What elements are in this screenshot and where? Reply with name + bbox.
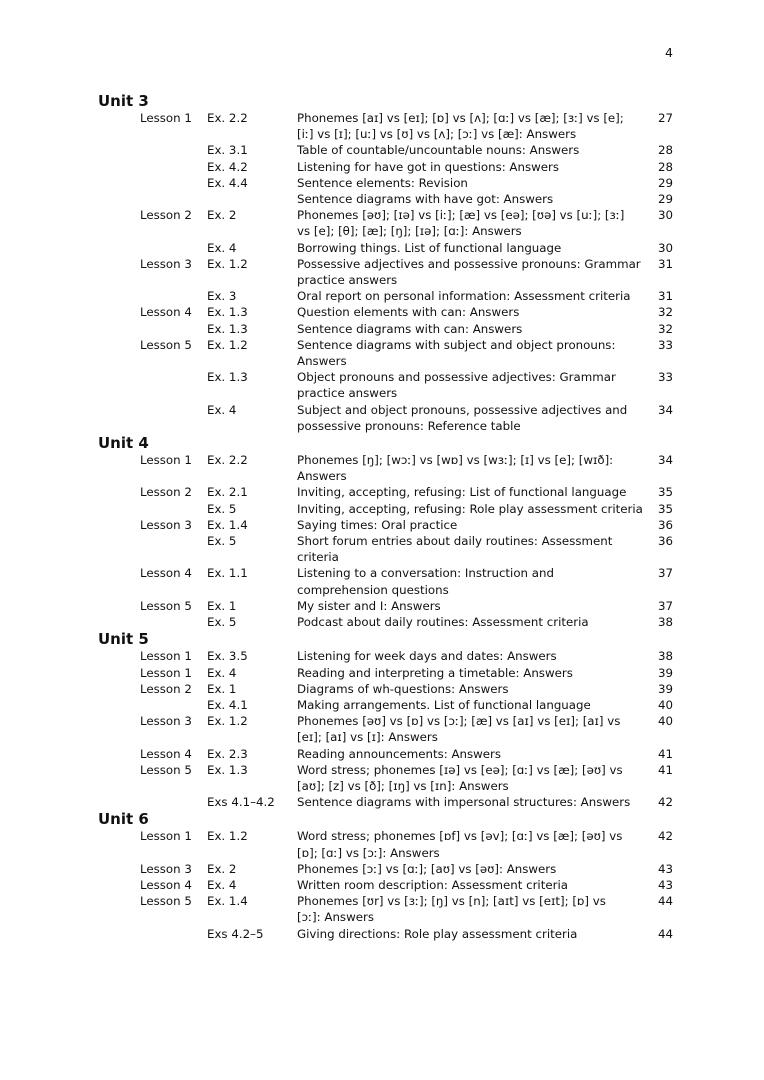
page-reference: 41 [657,762,673,777]
entry-description [297,256,647,288]
page-reference: 33 [657,370,673,385]
page-reference: 35 [657,485,673,500]
exercise-label: Ex. 2.1 [207,485,248,500]
page-reference: 29 [657,175,673,190]
toc-row [98,256,673,288]
exercise-label: Ex. 4.4 [207,175,248,190]
exercise-label: Ex. 1.2 [207,256,248,271]
exercise-label: Ex. 2 [207,208,237,223]
toc-row [98,861,673,877]
page-reference: 42 [657,829,673,844]
entry-description [297,402,647,434]
lesson-label [98,402,207,434]
lesson-label [98,697,207,713]
description-line: Short forum entries about daily routines: Assessment [297,534,613,549]
description-line: Phonemes [aɪ] vs [eɪ]; [ɒ] vs [ʌ]; [ɑː] vs [æ]; [ɜː] vs [e]; [297,111,624,125]
page-reference: 44 [657,894,673,909]
lesson-label: Lesson 5 [140,894,192,909]
description-line: Listening to a conversation: Instruction and [297,566,554,581]
description-line: [eɪ]; [aɪ] vs [ɪ]: Answers [297,730,438,745]
entry-description [297,762,647,794]
page-reference: 34 [657,402,673,417]
description-line: Question elements with can: Answers [297,305,520,320]
entry-description [297,159,647,175]
entry-description [297,191,647,207]
toc-row [98,191,673,207]
entry-description [297,598,647,614]
description-line: Diagrams of wh-questions: Answers [297,681,509,696]
description-line: Object pronouns and possessive adjectives: Grammar [297,370,616,385]
exercise-label: Ex. 2 [207,861,237,876]
description-line: Inviting, accepting, refusing: List of functional language [297,485,627,500]
description-line: Inviting, accepting, refusing: Role play assessment criteria [297,501,643,516]
lesson-label: Lesson 1 [140,111,192,125]
description-line: practice answers [297,386,398,401]
toc-row [98,402,673,434]
lesson-label: Lesson 4 [140,746,192,761]
page-reference: 28 [657,143,673,158]
exercise-label: Ex. 3.5 [207,649,248,664]
lesson-label [98,142,207,158]
page-reference: 39 [657,665,673,680]
entry-description [297,207,647,239]
description-line: Sentence diagrams with can: Answers [297,321,523,336]
description-line: Answers [297,469,347,484]
entry-description [297,565,647,597]
lesson-label [98,533,207,565]
unit-heading: Unit 5 [98,630,149,649]
page-reference: 30 [657,208,673,223]
toc-row [98,598,673,614]
page-reference: 35 [657,501,673,516]
toc-row [98,369,673,401]
toc-row [98,762,673,794]
exercise-label: Ex. 1.2 [207,714,248,729]
page-reference: 33 [657,337,673,352]
exercise-label: Ex. 1.4 [207,894,248,909]
lesson-label [98,288,207,304]
entry-description [297,648,647,664]
entry-description [297,369,647,401]
description-line: Sentence diagrams with impersonal structures: Answers [297,795,631,810]
description-line: Table of countable/uncountable nouns: Answers [297,143,580,158]
description-line: Sentence elements: Revision [297,175,468,190]
page-reference: 30 [657,240,673,255]
page-reference: 43 [657,861,673,876]
toc-row [98,697,673,713]
exercise-label: Ex. 1.3 [207,370,248,385]
lesson-label: Lesson 2 [140,485,192,500]
exercise-label: Ex. 4 [207,877,237,892]
toc-row [98,794,673,810]
toc-row [98,648,673,664]
page-reference: 43 [657,877,673,892]
description-line: practice answers [297,273,398,288]
description-line: Borrowing things. List of functional language [297,240,562,255]
description-line: Phonemes [əʊ] vs [ɒ] vs [ɔː]; [æ] vs [aɪ] vs [eɪ]; [aɪ] vs [297,714,621,729]
exercise-label: Ex. 4.1 [207,697,248,712]
toc-row [98,304,673,320]
description-line: Saying times: Oral practice [297,517,458,532]
lesson-label: Lesson 5 [140,598,192,613]
page-reference: 31 [657,289,673,304]
lesson-label: Lesson 4 [140,566,192,581]
entry-description [297,746,647,762]
page-reference: 38 [657,649,673,664]
entry-description [297,517,647,533]
toc-row [98,828,673,860]
lesson-label [98,369,207,401]
lesson-label: Lesson 2 [140,681,192,696]
exercise-label: Ex. 4.2 [207,159,248,174]
entry-description [297,893,647,925]
entry-description [297,861,647,877]
toc-row [98,240,673,256]
lesson-label: Lesson 2 [140,208,192,223]
page-reference: 40 [657,697,673,712]
exercise-label: Ex. 1.3 [207,762,248,777]
description-line: Possessive adjectives and possessive pronouns: Grammar [297,256,641,271]
lesson-label: Lesson 3 [140,861,192,876]
lesson-label: Lesson 3 [140,517,192,532]
lesson-label [98,794,207,810]
page-reference: 40 [657,714,673,729]
toc-row [98,614,673,630]
exercise-label: Ex. 1.1 [207,566,248,581]
exercise-label: Ex. 1.4 [207,517,248,532]
toc-row [98,321,673,337]
exercise-label: Ex. 2.2 [207,453,248,468]
lesson-label [98,321,207,337]
description-line: Phonemes [ɔː] vs [ɑː]; [aʊ] vs [əʊ]: Answers [297,861,557,876]
page-reference: 39 [657,681,673,696]
page-reference: 32 [657,305,673,320]
page-reference: 29 [657,192,673,207]
toc-row [98,142,673,158]
description-line: Giving directions: Role play assessment criteria [297,926,578,941]
description-line: [ɔː]: Answers [297,910,374,925]
page-reference: 44 [657,926,673,941]
description-line: vs [e]; [θ]; [æ]; [ŋ]; [ɪə]; [ɑː]: Answers [297,224,522,239]
description-line: Word stress; phonemes [ɒf] vs [əv]; [ɑː] vs [æ]; [əʊ] vs [297,829,623,844]
description-line: Phonemes [ŋ]; [wɔː] vs [wɒ] vs [wɜː]; [ɪ] vs [e]; [wɪð]: [297,453,614,468]
description-line: Reading and interpreting a timetable: Answers [297,665,573,680]
entry-description [297,337,647,369]
page-reference: 28 [657,159,673,174]
entry-description [297,452,647,484]
lesson-label: Lesson 4 [140,877,192,892]
page-number: 4 [665,45,673,60]
lesson-label: Lesson 3 [140,714,192,729]
lesson-label: Lesson 5 [140,762,192,777]
exercise-label [207,191,297,207]
lesson-label: Lesson 1 [140,649,192,664]
entry-description [297,877,647,893]
description-line: possessive pronouns: Reference table [297,418,521,433]
toc-row [98,501,673,517]
description-line: criteria [297,550,339,565]
lesson-label: Lesson 3 [140,256,192,271]
lesson-label [98,159,207,175]
page-reference: 37 [657,566,673,581]
lesson-label [98,191,207,207]
entry-description [297,533,647,565]
entry-description [297,304,647,320]
entry-description [297,288,647,304]
description-line: Word stress; phonemes [ɪə] vs [eə]; [ɑː] vs [æ]; [əʊ] vs [297,762,623,777]
description-line: Sentence diagrams with have got: Answers [297,192,554,207]
lesson-label: Lesson 5 [140,337,192,352]
unit-heading: Unit 4 [98,434,149,453]
exercise-label: Ex. 1.2 [207,337,248,352]
lesson-label: Lesson 1 [140,829,192,844]
exercise-label: Ex. 3.1 [207,143,248,158]
lesson-label [98,501,207,517]
exercise-label: Ex. 2.3 [207,746,248,761]
page-reference: 34 [657,453,673,468]
description-line: [aʊ]; [z] vs [ð]; [ɪŋ] vs [ɪn]: Answers [297,778,509,793]
page-reference: 41 [657,746,673,761]
entry-description [297,321,647,337]
entry-description [297,110,647,142]
description-line: Making arrangements. List of functional language [297,697,591,712]
description-line: My sister and I: Answers [297,598,441,613]
entry-description [297,697,647,713]
exercise-label: Ex. 5 [207,501,237,516]
description-line: [ɒ]; [ɑː] vs [ɔː]: Answers [297,845,440,860]
entry-description [297,926,647,942]
exercise-label: Ex. 5 [207,615,237,630]
lesson-label: Lesson 4 [140,305,192,320]
unit-heading: Unit 3 [98,92,149,110]
toc-row [98,665,673,681]
entry-description [297,828,647,860]
entry-description [297,501,647,517]
toc-row [98,337,673,369]
toc-row [98,159,673,175]
exercise-label: Exs 4.1–4.2 [207,795,275,810]
exercise-label: Ex. 4 [207,665,237,680]
toc-row [98,207,673,239]
toc-row [98,893,673,925]
exercise-label: Ex. 1.2 [207,829,248,844]
page-reference: 31 [657,256,673,271]
entry-description [297,794,647,810]
exercise-label: Exs 4.2–5 [207,926,264,941]
description-line: Listening for week days and dates: Answers [297,649,557,664]
description-line: Phonemes [ʊr] vs [ɜː]; [ŋ] vs [n]; [aɪt] vs [eɪt]; [ɒ] vs [297,894,606,909]
description-line: Subject and object pronouns, possessive adjectives and [297,402,628,417]
toc-row [98,517,673,533]
toc-row [98,713,673,745]
entry-description [297,713,647,745]
exercise-label: Ex. 1 [207,598,237,613]
page-reference: 37 [657,598,673,613]
description-line: Written room description: Assessment criteria [297,877,568,892]
exercise-label: Ex. 1.3 [207,321,248,336]
entry-description [297,175,647,191]
page-reference: 42 [657,795,673,810]
description-line: [iː] vs [ɪ]; [uː] vs [ʊ] vs [ʌ]; [ɔː] vs [æ]: Answers [297,127,577,142]
exercise-label: Ex. 5 [207,534,237,549]
toc-row [98,484,673,500]
description-line: Listening for have got in questions: Answers [297,159,560,174]
lesson-label [98,926,207,942]
toc-row [98,926,673,942]
toc-row [98,746,673,762]
toc-row [98,533,673,565]
entry-description [297,614,647,630]
exercise-label: Ex. 1 [207,681,237,696]
page-reference: 27 [657,111,673,125]
exercise-label: Ex. 4 [207,240,237,255]
page-reference: 38 [657,615,673,630]
exercise-label: Ex. 2.2 [207,111,248,125]
toc-row [98,110,673,142]
description-line: Phonemes [əʊ]; [ɪə] vs [iː]; [æ] vs [eə]; [ʊə] vs [uː]; [ɜː] [297,208,625,223]
exercise-label: Ex. 4 [207,402,237,417]
toc-row [98,175,673,191]
page-reference: 32 [657,321,673,336]
description-line: Oral report on personal information: Assessment criteria [297,289,631,304]
entry-description [297,484,647,500]
page-reference: 36 [657,534,673,549]
lesson-label: Lesson 1 [140,665,192,680]
description-line: Answers [297,354,347,369]
entry-description [297,665,647,681]
lesson-label [98,175,207,191]
entry-description [297,240,647,256]
entry-description [297,142,647,158]
description-line: Sentence diagrams with subject and object pronouns: [297,337,616,352]
toc-row [98,452,673,484]
lesson-label [98,240,207,256]
description-line: Podcast about daily routines: Assessment criteria [297,615,589,630]
description-line: comprehension questions [297,582,449,597]
toc-row [98,681,673,697]
lesson-label [98,614,207,630]
toc-row [98,565,673,597]
lesson-label: Lesson 1 [140,453,192,468]
toc-row [98,288,673,304]
exercise-label: Ex. 3 [207,289,237,304]
page-reference: 36 [657,517,673,532]
description-line: Reading announcements: Answers [297,746,502,761]
entry-description [297,681,647,697]
toc-row [98,877,673,893]
exercise-label: Ex. 1.3 [207,305,248,320]
table-of-contents [98,92,673,942]
unit-heading: Unit 6 [98,810,149,829]
